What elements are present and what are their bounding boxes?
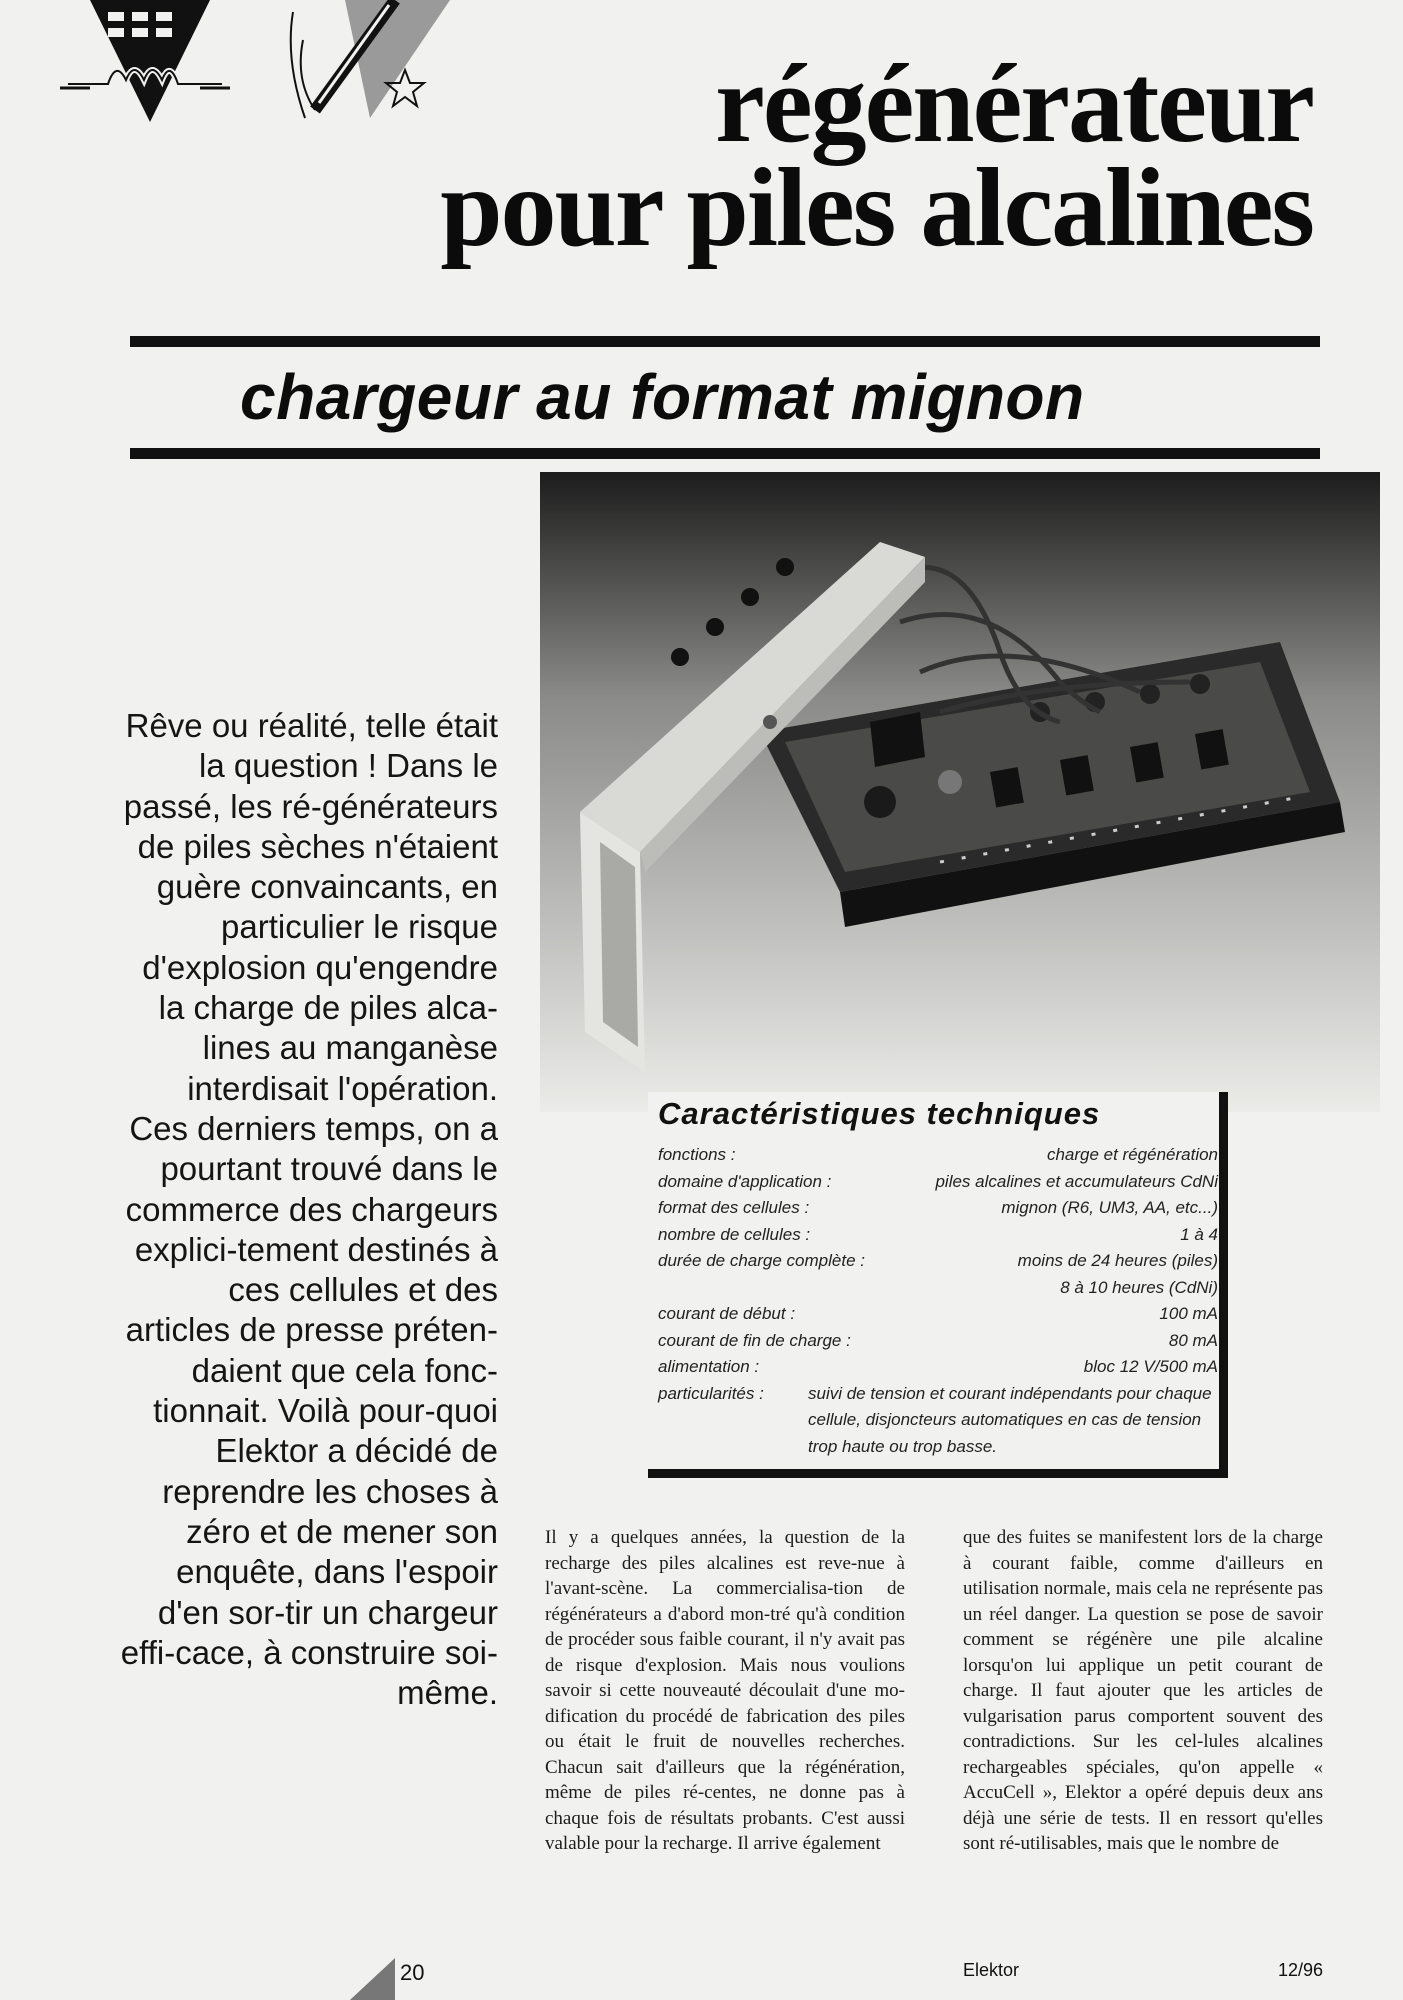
spec-label: domaine d'application : [658,1171,832,1191]
body-column-1: Il y a quelques années, la question de la recharge des piles alcalines est reve-nue à l'avant-scène. La commercialisa-tion de régénérateurs a d'abord mon-tré qu'à condition de procéder sous faible courant, il n'y avait pas de risque d'explosion. Mais nous voulions savoir si cette nouveauté découlait d'une mo-dification du procédé de fabrication des piles ou était le fruit de nouvelles recherches. Chacun sait d'ailleurs que la régénération, même de piles ré-centes, ne donne pas à chaque fois de résultats probants. C'est aussi valable pour la recharge. Il arrive également [545,1527,905,1854]
spec-label: courant de fin de charge : [658,1330,851,1350]
article-subtitle: chargeur au format mignon [240,361,1085,433]
body-column-2: que des fuites se manifestent lors de la charge à courant faible, comme d'ailleurs en utilisation normale, mais cela ne représente pas un réel danger. La question se pose de savoir comment se régénère une pile alcaline lorsqu'on lui applique un petit courant de charge. Il faut ajouter que les articles de vulgarisation parus comportent souvent des contradictions. Sur les cel-lules alcalines rechargeables spéciales, qu'on appelle « AccuCell », Elektor a opéré depuis deux ans déjà une série de tests. Il en ressort qu'elles sont ré-utilisables, mais que le nombre de [963,1527,1323,1854]
spec-row [658,1169,1218,1196]
spec-label: fonctions : [658,1145,736,1164]
spec-note-value: suivi de tension et courant indépendants pour chaque cellule, disjoncteurs automatiques en cas de tension trop haute ou trop basse. [808,1383,1212,1456]
spec-row [658,1248,1218,1275]
spec-value: moins de 24 heures (piles) [1017,1251,1218,1270]
spec-row [658,1275,1218,1302]
spec-value: charge et régénération [1046,1145,1218,1164]
spec-label: courant de début : [658,1304,796,1323]
page-corner-icon [350,1958,395,2000]
top-rule [130,336,1320,347]
spec-note-label: particularités : [658,1383,764,1403]
pen-icon [285,0,460,125]
spec-value: mignon (R6, UM3, AA, etc...) [1001,1198,1218,1217]
spec-row [658,1301,1218,1328]
spec-value: bloc 12 V/500 mA [1083,1357,1218,1376]
spec-row [658,1354,1218,1381]
spec-row [658,1328,1218,1355]
specs-heading: Caractéristiques techniques [658,1096,1101,1131]
spec-row [658,1142,1218,1169]
title-line-1: régénérateur [715,42,1313,166]
spec-label: durée de charge complète : [658,1251,865,1270]
issue-number: 12/96 [1277,1960,1323,1980]
spec-label: format des cellules : [658,1198,810,1217]
rubric-logo [60,0,230,125]
intro-paragraph: Rêve ou réalité, telle était la question ! Dans le passé, les ré-générateurs de piles sèches n'étaient guère convaincants, en particulier le risque d'explosion qu'engendre la charge de piles alca-lines au manganèse interdisait l'opération. Ces derniers temps, on a pourtant trouvé dans le commerce des chargeurs explici-tement destinés à ces cellules et des articles de presse préten-daient que cela fonc-tionnait. Voilà pour-quoi Elektor a décidé de reprendre les choses à zéro et de mener son enquête, dans l'espoir d'en sor-tir un chargeur effi-cace, à construire soi-même. [120,707,498,1712]
spec-value: 1 à 4 [1180,1224,1218,1244]
spec-row [658,1195,1218,1222]
spec-label: alimentation : [658,1357,760,1376]
pen-illustration [285,0,460,125]
charger-photo [540,472,1380,1112]
rubric-logo-icon [60,0,230,125]
spec-row [658,1222,1218,1249]
spec-note-row [658,1381,1218,1461]
specs-box [648,1092,1228,1478]
spec-value: piles alcalines et accumulateurs CdNi [935,1171,1218,1191]
spec-value: 8 à 10 heures (CdNi) [1060,1277,1218,1297]
page-number: 20 [400,1960,425,1985]
magazine-name: Elektor [963,1960,1020,1980]
charger-image [540,472,1380,1112]
spec-value: 100 mA [1159,1304,1218,1323]
article-title [440,42,1313,270]
title-line-2: pour piles alcalines [440,146,1313,270]
spec-value: 80 mA [1168,1330,1218,1350]
spec-label: nombre de cellules : [658,1224,811,1244]
bottom-rule [130,448,1320,459]
